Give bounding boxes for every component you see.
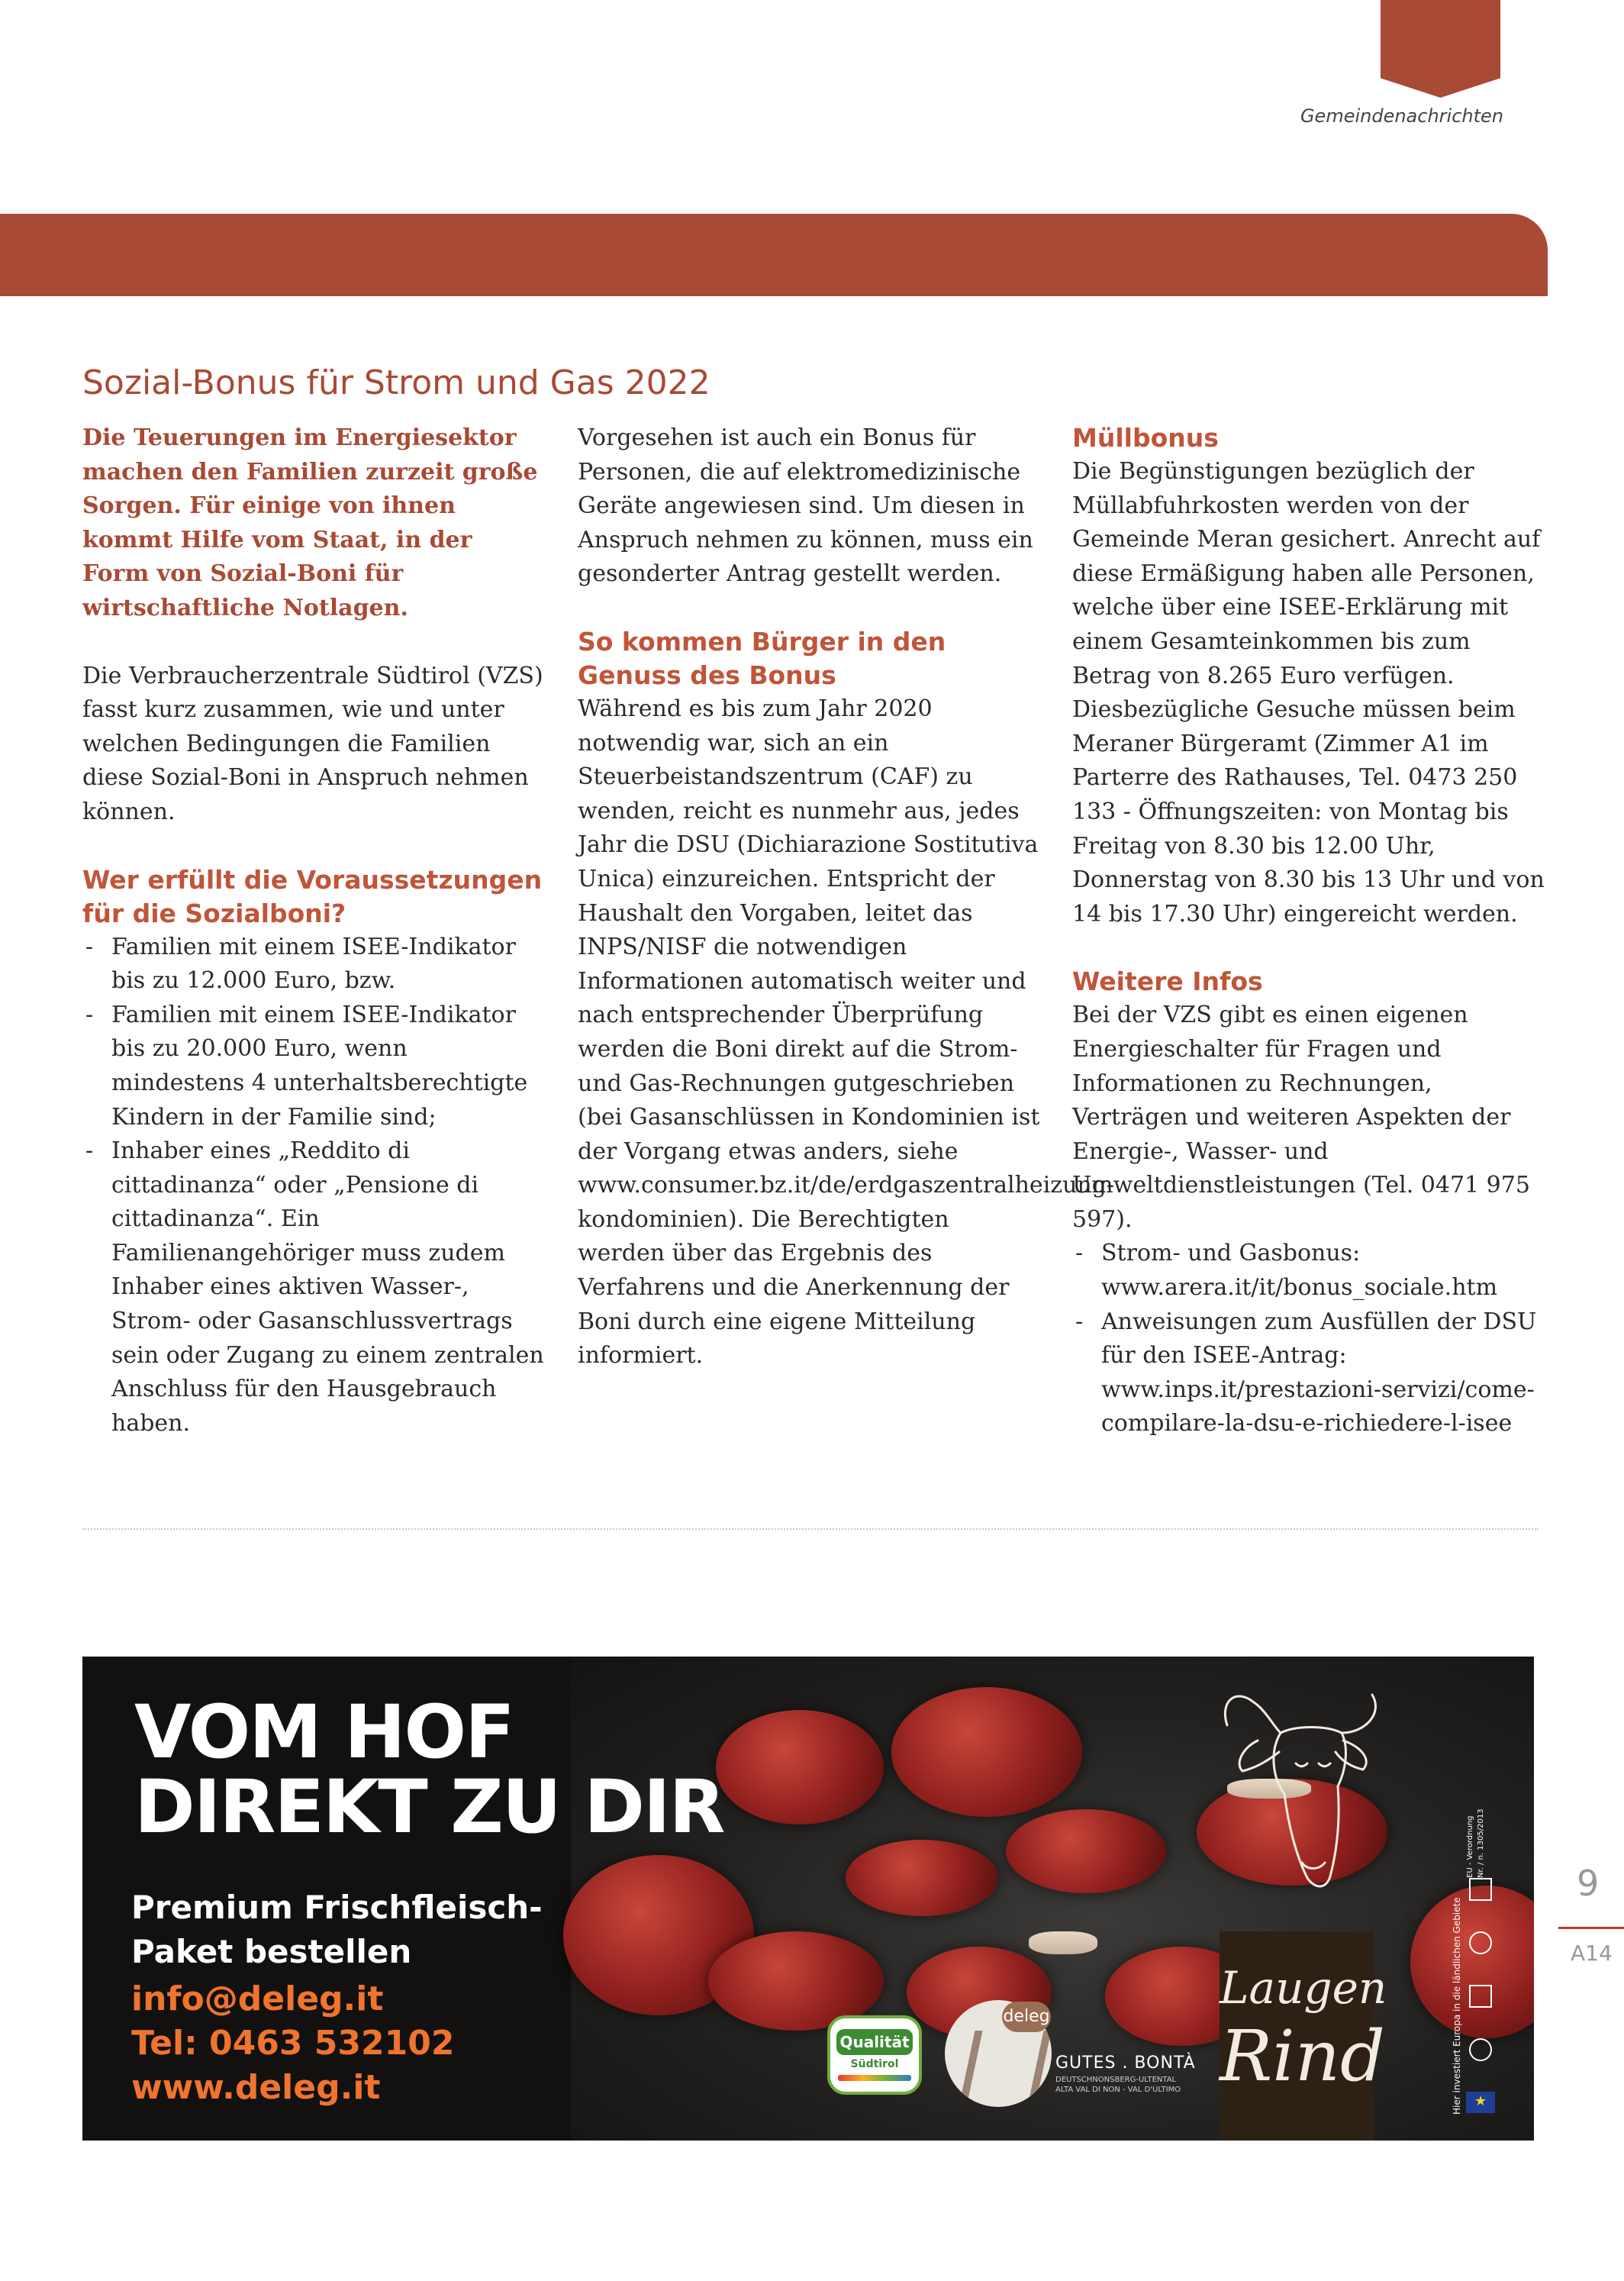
column-2 [578,421,1115,1373]
page-code: A14 [1571,1941,1613,1966]
list-item: - Familien mit einem ISEE-Indikator bis zu 12.000 Euro, bzw. [82,931,544,999]
list-item: - Strom- und Gasbonus: www.arera.it/it/bonus_sociale.htm [1072,1237,1545,1305]
article-title: Sozial-Bonus für Strom und Gas 2022 [82,363,710,402]
eu-seal-icon [1469,1878,1492,1901]
meat-cubes [716,1710,884,1824]
ad-phone: Tel: 0463 532102 [131,2024,455,2063]
waste-bonus-paragraph: Die Begünstigungen bezüglich der Müllabfuhrkosten werden von der Gemeinde Meran gesichert. Anrecht auf diese Ermäßigung haben alle Personen, welche über eine ISEE-Erklärung mit einem Gesamteinkommen bis zum Betrag von 8.265 Euro verfügen. Diesbezügliche Gesuche müssen beim Meraner Bürgeramt (Zimmer A1 im Parterre des Rathauses, Tel. 0473 250 133 - Öffnungszeiten: von Montag bis Freitag von 8.30 bis 12.00 Uhr, Donnerstag von 8.30 bis 13 Uhr und von 14 bis 17.30 Uhr) eingereicht werden. [1072,458,1545,928]
laugen-logo-word: Laugen [1220,1962,1387,2014]
meat-roast [1410,1886,1534,2038]
advertisement [82,1657,1534,2141]
eu-flag-icon [1466,2092,1495,2113]
how-to-paragraph: Während es bis zum Jahr 2020 notwendig war, sich an ein Steuerbeistandszentrum (CAF) zu wenden, reicht es nunmehr aus, jedes Jahr die DSU (Dichiarazione Sostitutiva Unica) einzureichen. Entspricht der Haushalt den Vorgaben, leitet das INPS/NISF die notwendigen Informationen automatisch weiter und nach entsprechender Überprüfung werden die Boni direkt auf die Strom- und Gas-Rechnungen gutgeschrieben (bei Gasanschlüssen in Kondominien ist der Vorgang etwas anders, siehe www.consumer.bz.it/de/erdgaszentralheizung-kondominien). Die Berechtigten werden über das Ergebnis des Verfahrens und die Anerkennung der Boni durch eine eigene Mitteilung informiert. [578,695,1115,1370]
top-tab-marker [1381,0,1500,98]
article-intro: Die Verbraucherzentrale Südtirol (VZS) fasst kurz zusammen, wie und unter welchen Bedingungen die Familien diese Sozial-Boni in Anspruch nehmen können. [82,662,543,825]
ad-sub-line: Premium Frischfleisch- [131,1889,543,1926]
ad-subheadline [131,1886,543,1974]
ad-website: www.deleg.it [131,2068,381,2107]
laugen-logo-word: Rind [1220,2015,1385,2097]
laugen-rind-logo [1220,1931,1387,2141]
minced-meat [891,1687,1082,1817]
gutes-region-line: DEUTSCHNONSBERG-ULTENTAL [1055,2076,1177,2084]
steak-slice [846,1840,998,1916]
section-heading-eligibility: Wer erfüllt die Voraussetzungen für die Sozialboni? [82,864,543,928]
eu-funding-note: Hier investiert Europa in die ländlichen Gebiete [1452,1897,1462,2115]
section-heading-how-to: So kommen Bürger in den Genuss des Bonus [578,626,946,690]
quality-badge-region: Südtirol [850,2058,899,2070]
deleg-logo-text: deleg [1002,2002,1051,2032]
ad-headline [134,1689,724,1850]
column-1 [82,421,544,1441]
province-seal-icon [1469,1931,1492,1954]
region-seal-icon [1469,2038,1492,2061]
quality-badge-stripe [838,2075,911,2081]
section-heading-more-info: Weitere Infos [1072,966,1263,997]
steak-slice [1006,1809,1166,1893]
list-item: - Anweisungen zum Ausfüllen der DSU für den ISEE-Antrag: www.inps.it/prestazioni-servizi/come-compilare-la-dsu-e-richiedere-l-isee [1072,1305,1545,1441]
list-item: - Inhaber eines „Reddito di cittadinanza“ oder „Pensione di cittadinanza“. Ein Familienangehöriger muss zudem Inhaber eines aktiven Wasser-, Strom- oder Gasanschlussvertrags sein oder Zugang zu einem zentralen Anschluss für den Hausgebrauch haben. [82,1134,544,1441]
medical-bonus-paragraph: Vorgesehen ist auch ein Bonus für Personen, die auf elektromedizinische Geräte angewiesen sind. Um diesen in Anspruch nehmen zu können, muss ein gesonderter Antrag gestellt werden. [578,424,1033,588]
gutes-bonta-label: GUTES . BONTÀ [1055,2054,1196,2073]
eligibility-list [82,931,544,1441]
column-3 [1072,421,1545,1441]
dotted-divider [82,1528,1539,1530]
page-number: 9 [1577,1863,1600,1904]
ministry-seal-icon [1469,1985,1492,2008]
section-heading-waste-bonus: Müllbonus [1072,423,1219,453]
quality-suedtirol-badge [827,2015,922,2095]
more-info-list [1072,1237,1545,1441]
fat-cap [1029,1931,1097,1954]
list-item: - Familien mit einem ISEE-Indikator bis zu 20.000 Euro, wenn mindestens 4 unterhaltsberechtigte Kindern in der Familie sind; [82,999,544,1134]
article-lead: Die Teuerungen im Energiesektor machen den Familien zurzeit große Sorgen. Für einige von ihnen kommt Hilfe vom Staat, in der Form von Sozial-Boni für wirtschaftliche Notlagen. [82,424,538,621]
gutes-bonta-region [1055,2075,1181,2095]
section-label: Gemeindenachrichten [1300,105,1503,127]
ad-headline-line: VOM HOF [134,1689,514,1775]
ad-contact [131,1977,454,2110]
ad-sub-line: Paket bestellen [131,1933,412,1970]
quality-badge-title: Qualität [836,2029,913,2055]
cow-sketch-icon [1212,1679,1387,1916]
eu-regulation-line: Nr. / n. 1305/2013 [1477,1808,1485,1878]
page-number-rule [1558,1927,1624,1929]
eu-regulation-note [1465,1808,1487,1878]
ad-headline-line: DIREKT ZU DIR [134,1764,724,1850]
header-banner [0,214,1548,296]
ad-email: info@deleg.it [131,1979,384,2018]
gutes-region-line: ALTA VAL DI NON - VAL D'ULTIMO [1055,2086,1181,2094]
eu-regulation-line: EU - Verordnung [1466,1815,1474,1878]
more-info-paragraph: Bei der VZS gibt es einen eigenen Energieschalter für Fragen und Informationen zu Rechnungen, Verträgen und weiteren Aspekten der Energie-, Wasser- und Umweltdienstleistungen (Tel. 0471 975 597). [1072,1002,1530,1233]
